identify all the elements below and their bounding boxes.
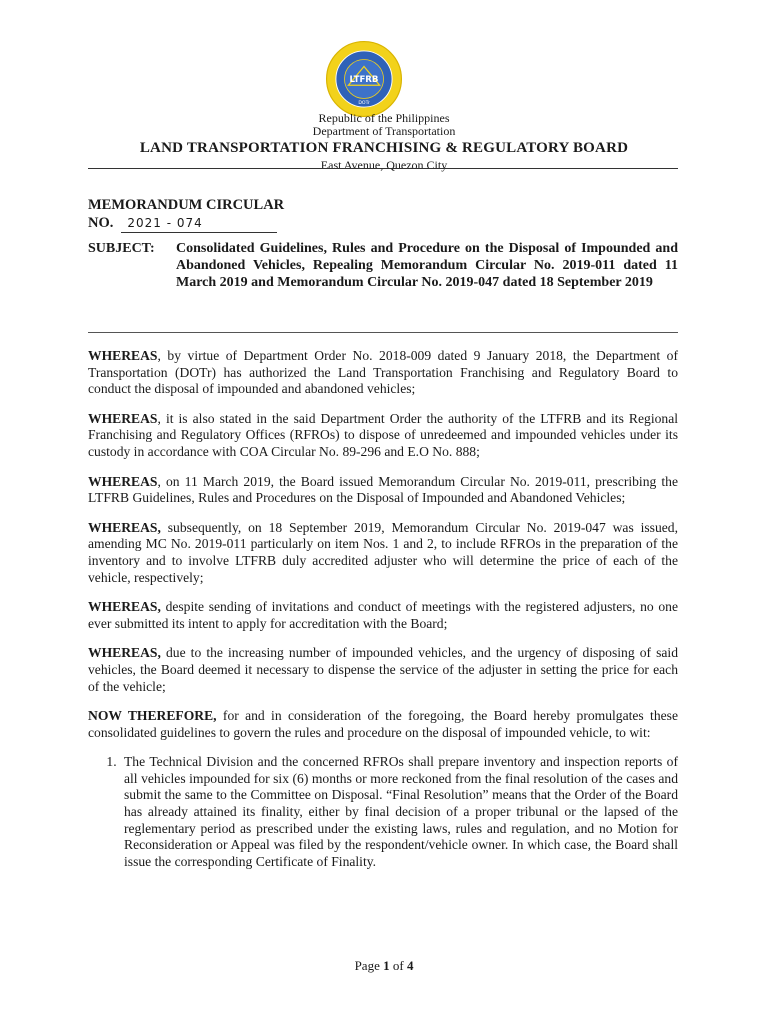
memo-number-value: 2021 - 074 [121,214,277,233]
paragraph-lead: WHEREAS, [88,645,161,661]
paragraph-lead: WHEREAS [88,348,158,363]
seal-center-text: LTFRB [349,75,379,86]
header-department: Department of Transportation [312,124,456,138]
page-label: Page [354,958,380,973]
memo-number-line [88,214,284,233]
paragraph [88,645,678,695]
header-agency-name: LAND TRANSPORTATION FRANCHISING & REGULATORY BOARD [139,140,629,156]
paragraph [88,348,678,398]
paragraph-text: , on 11 March 2019, the Board issued Memorandum Circular No. 2019-011, prescribing the LTFRB Guidelines, Rules and Procedures on the Disposal of Impounded and Abandoned Vehicles; [88,473,678,506]
paragraph-text: for and in consideration of the foregoing, the Board hereby promulgates these consolidated guidelines to govern the rules and procedure on the disposal of impounded vehicle, to wit: [88,708,678,740]
paragraph [88,411,678,461]
paragraph-text: due to the increasing number of impounded vehicles, and the urgency of disposing of said vehicles, the Board deemed it necessary to dispense the service of the adjuster in setting the price for each of the vehicle; [88,645,678,694]
subject-text: Consolidated Guidelines, Rules and Procedure on the Disposal of Impounded and Abandoned Vehicles, Repealing Memorandum Circular No. 2019-011 dated 11 March 2019 and Memorandum Circular No. 2019-047 dated 18 September 2019 [176,241,678,290]
list-item: 1. The Technical Division and the concerned RFROs shall prepare inventory and inspection reports of all vehicles impounded for six (6) months or more reckoned from the final resolution of the cases and submit the same to the Committee on Disposal. “Final Resolution” means that the Order of the Board has already attained its finality, either by final decision of a proper tribunal or the lapsed of the reglementary period as prescribed under the existing laws, rules and regulation, and no Motion for Reconsideration or Appeal was filed by the respondent/vehicle owner. In which case, the Board shall issue the corresponding Certificate of Finality. [120,754,678,870]
header-divider [88,168,678,169]
memo-heading [88,196,284,233]
page-footer [0,958,768,974]
paragraph-text: despite sending of invitations and conduct of meetings with the registered adjusters, no one ever submitted its intent to apply for accreditation with the Board; [88,599,678,631]
page-total: 4 [406,958,414,973]
paragraph [88,520,678,586]
paragraph [88,708,678,741]
paragraph-text: subsequently, on 18 September 2019, Memorandum Circular No. 2019-047 was issued, amending MC No. 2019-011 particularly on item Nos. 1 and 2, to include RFROs in the preparation of the inventory and to involve LTFRB duly accredited adjuster who will determine the price of each of the vehicle, respectively; [88,519,678,585]
paragraph-lead: NOW THEREFORE, [88,708,217,724]
paragraph [88,474,678,507]
paragraph-lead: WHEREAS, [88,599,161,615]
paragraph-text: , it is also stated in the said Department Order the authority of the LTFRB and its Regional Franchising and Regulatory Offices (RFROs) to dispose of unredeemed and impounded vehicles under its custody in accordance with COA Circular No. 89-296 and E.O No. 888; [88,410,678,459]
header-address: East Avenue, Quezon City [320,158,448,172]
letterhead [0,112,768,172]
subject-label: SUBJECT: [88,241,155,256]
paragraph-lead: WHEREAS, [88,519,161,535]
memo-title: MEMORANDUM CIRCULAR [88,197,285,213]
subject-divider [88,332,678,333]
page-number: 1 [383,958,390,973]
paragraph-lead: WHEREAS [88,473,158,489]
ltfrb-seal [325,40,403,118]
paragraph-text: , by virtue of Department Order No. 2018-009 dated 9 January 2018, the Department of Transportation (DOTr) has authorized the Land Transportation Franchising and Regulatory Board to conduct the disposal of impounded and abandoned vehicles; [88,348,678,397]
subject-block [88,240,678,291]
memo-number-label: NO. [88,215,114,231]
seal-bottom-text: DOTr [358,100,370,106]
paragraph-lead: WHEREAS [88,410,158,426]
paragraph [88,599,678,632]
document-body [88,348,678,870]
header-republic: Republic of the Philippines [318,111,450,125]
page-of-label: of [392,958,404,973]
guidelines-list [88,754,678,870]
